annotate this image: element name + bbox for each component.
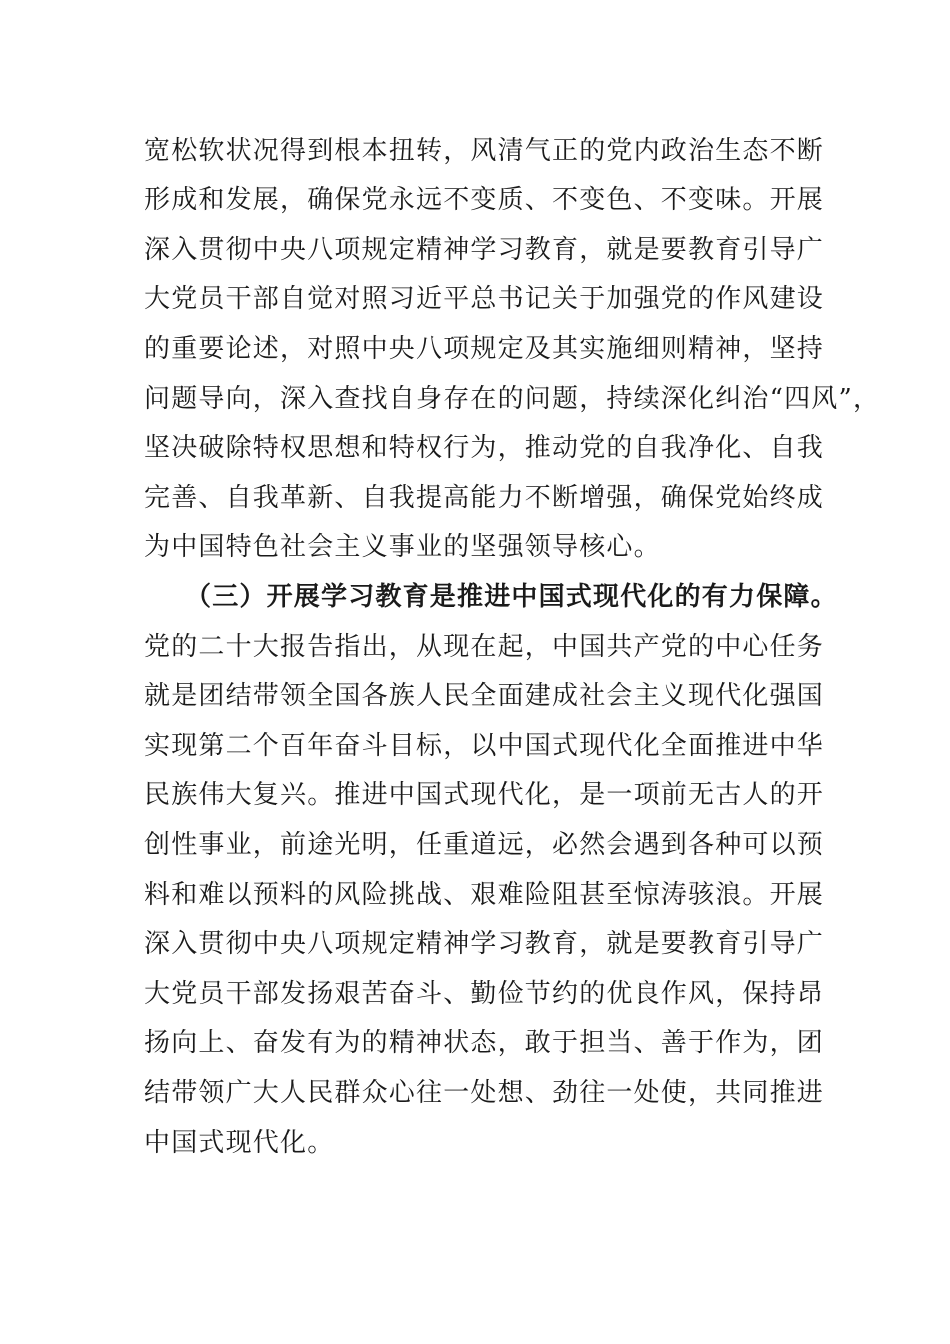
paragraph-line: 民族伟大复兴。推进中国式现代化，是一项前无古人的开 [144,780,825,810]
section-heading: （三）开展学习教育是推进中国式现代化的有力保障。 [185,582,838,612]
paragraph-line: 深入贯彻中央八项规定精神学习教育，就是要教育引导广 [144,929,825,959]
paragraph-line: 为中国特色社会主义事业的坚强领导核心。 [144,532,661,562]
paragraph-line: 大党员干部发扬艰苦奋斗、勤俭节约的优良作风，保持昂 [144,979,825,1009]
paragraph-line: 的重要论述，对照中央八项规定及其实施细则精神，坚持 [144,334,825,364]
paragraph-line: 党的二十大报告指出，从现在起，中国共产党的中心任务 [144,632,825,662]
paragraph-line: 结带领广大人民群众心往一处想、劲往一处使，共同推进 [144,1078,825,1108]
paragraph-line: 大党员干部自觉对照习近平总书记关于加强党的作风建设 [144,284,825,314]
paragraph-line: 扬向上、奋发有为的精神状态，敢于担当、善于作为，团 [144,1028,825,1058]
paragraph-line: 创性事业，前途光明，任重道远，必然会遇到各种可以预 [144,830,825,860]
paragraph-line: 实现第二个百年奋斗目标，以中国式现代化全面推进中华 [144,731,825,761]
paragraph-line: 深入贯彻中央八项规定精神学习教育，就是要教育引导广 [144,235,825,265]
paragraph-line: 坚决破除特权思想和特权行为，推动党的自我净化、自我 [144,433,825,463]
paragraph-line: 就是团结带领全国各族人民全面建成社会主义现代化强国 [144,681,825,711]
paragraph-line: 完善、自我革新、自我提高能力不断增强，确保党始终成 [144,483,825,513]
paragraph-line: 料和难以预料的风险挑战、艰难险阻甚至惊涛骇浪。开展 [144,880,825,910]
paragraph-line: 中国式现代化。 [144,1128,335,1158]
paragraph-line: 形成和发展，确保党永远不变质、不变色、不变味。开展 [144,185,825,215]
paragraph-line: 问题导向，深入查找自身存在的问题，持续深化纠治“四风”， [144,384,881,414]
paragraph-line: 宽松软状况得到根本扭转，风清气正的党内政治生态不断 [144,136,825,166]
